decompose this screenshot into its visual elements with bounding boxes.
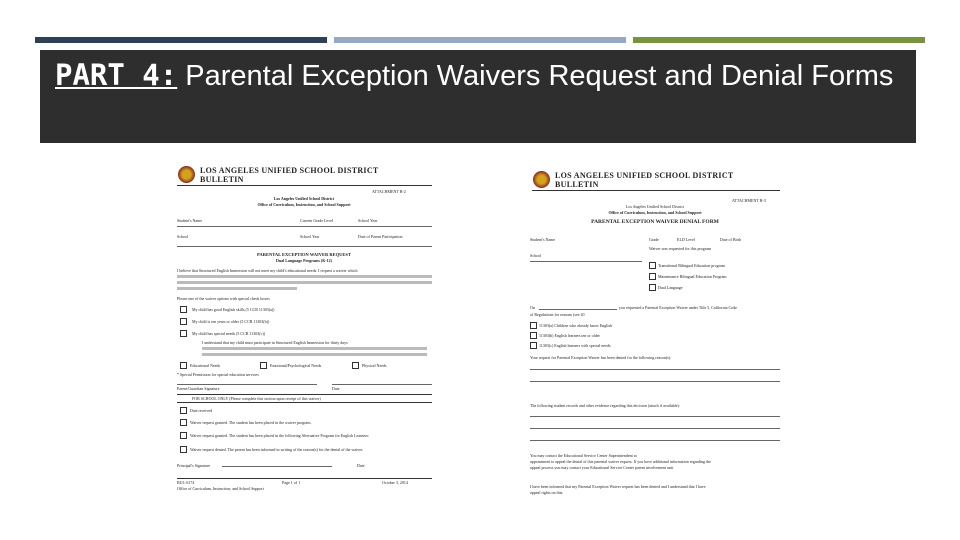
district-bulletin-header bbox=[200, 166, 379, 184]
program-transitional: Transitional Bilingual Education program bbox=[658, 263, 725, 268]
field-line bbox=[177, 226, 432, 227]
need-checkbox bbox=[180, 362, 187, 369]
field-school: School bbox=[530, 253, 542, 258]
field-student-name: Student's Name bbox=[177, 218, 203, 223]
acknowledgement-text: I have been informed that my Parental Exception Waiver request has been denied and I understand that I have bbox=[530, 484, 706, 489]
office-name: Office of Curriculum, Instruction, and School Support bbox=[257, 202, 351, 207]
slide-title bbox=[55, 58, 893, 94]
date-line bbox=[332, 384, 432, 385]
program-dual-language: Dual Language bbox=[658, 285, 683, 290]
attachment-label: ATTACHMENT B-2 bbox=[372, 189, 406, 194]
evidence-text: The following student records and other evidence regarding this decision (attach if available): bbox=[530, 403, 680, 408]
waiver-program-note: Waiver was requested for this program bbox=[649, 246, 711, 251]
field-participation-date: Date of Parent Participation bbox=[358, 234, 403, 239]
slide-title-rest: Parental Exception Waivers Request and Denial Forms bbox=[177, 60, 894, 92]
field-grade: Current Grade Level bbox=[300, 218, 334, 223]
option-special-needs: My child has special needs (5 CCR 11303(c)) bbox=[192, 331, 266, 336]
option-checkbox bbox=[180, 330, 187, 337]
attachment-label: ATTACHMENT B-3 bbox=[732, 198, 766, 203]
option-ten-or-older: My child is ten years or older (5 CCR 11303(b)) bbox=[192, 319, 270, 324]
response-denied: Waiver request denied. The parent has been informed in writing of the reason(s) for the denial of the waiver. bbox=[190, 447, 364, 452]
principal-line bbox=[222, 466, 332, 467]
header-rule bbox=[177, 185, 432, 186]
signature-line bbox=[177, 384, 317, 385]
regulations-text: of Regulations for reasons (see 20 bbox=[530, 312, 585, 317]
need-emotional: Emotional/Psychological Needs bbox=[270, 363, 322, 368]
response-checkbox bbox=[180, 432, 187, 439]
footer-rule bbox=[177, 478, 432, 479]
org-line2: BULLETIN bbox=[200, 175, 244, 184]
district-seal-icon bbox=[178, 166, 195, 183]
form-title: PARENTAL EXCEPTION WAIVER DENIAL FORM bbox=[591, 219, 719, 225]
text-line bbox=[202, 347, 427, 350]
org-line2: BULLETIN bbox=[555, 180, 599, 189]
option-good-english: My child has good English skills (5 CCR 11303(a)) bbox=[192, 307, 275, 312]
parent-signature-label: Parent/Guardian Signature bbox=[177, 386, 220, 391]
field-dob: Date of Birth bbox=[720, 237, 742, 242]
reason-checkbox bbox=[530, 342, 537, 349]
special-permission-note: * Special Permission for special education services bbox=[177, 372, 259, 377]
contact-text-1: You may contact the Educational Service Center Superintendent at bbox=[530, 453, 637, 458]
footer-page: Page 1 of 1 bbox=[282, 480, 301, 485]
field-line bbox=[530, 261, 642, 262]
date-line bbox=[539, 309, 617, 310]
header-rule bbox=[532, 190, 780, 191]
org-line1: LOS ANGELES UNIFIED SCHOOL DISTRICT bbox=[555, 171, 734, 180]
contact-text-2: appointment to appeal the denial of this parental waiver request. If you have additional information regarding the bbox=[530, 459, 711, 464]
district-name: Los Angeles Unified School District bbox=[273, 196, 335, 201]
office-name: Office of Curriculum, Instruction, and School Support bbox=[608, 210, 702, 215]
principal-signature-label: Principal's Signature bbox=[177, 463, 211, 468]
parent-date-label: Date bbox=[332, 386, 340, 391]
field-grade: Grade bbox=[649, 237, 659, 242]
footer-bulletin-number: BUL-6174 bbox=[177, 480, 195, 485]
evidence-line bbox=[530, 416, 780, 417]
response-granted: Waiver request granted. The student has been placed in the waiver program. bbox=[190, 420, 312, 425]
acknowledgement-text-2: appeal rights on this. bbox=[530, 490, 564, 495]
text-line bbox=[177, 287, 297, 290]
evidence-line bbox=[530, 428, 780, 429]
org-line1: LOS ANGELES UNIFIED SCHOOL DISTRICT bbox=[200, 166, 379, 175]
response-alternative: Waiver request granted. The student has been placed in the following Alternative Program for English Learners: bbox=[190, 433, 370, 438]
reason-ten-or-older: 11303(b) English learners ten or older bbox=[539, 333, 600, 338]
field-eld-level: ELD Level bbox=[677, 237, 695, 242]
text-line bbox=[202, 353, 427, 356]
reason-checkbox bbox=[530, 332, 537, 339]
reason-special-needs: 11303(c) English learners with special needs bbox=[539, 343, 611, 348]
evidence-line bbox=[530, 440, 780, 441]
denied-reasons-text: Your request for Parental Exception Waiver has been denied for the following reason(s): bbox=[530, 355, 672, 360]
field-school-year-2: School Year bbox=[300, 234, 320, 239]
response-checkbox bbox=[180, 419, 187, 426]
special-needs-detail: I understand that my child must participate in Structured English Immersion for thirty days bbox=[202, 340, 348, 345]
field-line bbox=[177, 246, 432, 247]
form-title: PARENTAL EXCEPTION WAIVER REQUEST bbox=[257, 252, 351, 257]
option-checkbox bbox=[180, 306, 187, 313]
district-name: Los Angeles Unified School District bbox=[625, 204, 685, 209]
accent-bar-navy bbox=[35, 37, 327, 43]
field-student-name: Student's Name bbox=[530, 237, 556, 242]
program-checkbox bbox=[649, 262, 656, 269]
need-educational: Educational Needs bbox=[190, 363, 221, 368]
reason-checkbox bbox=[530, 322, 537, 329]
option-checkbox bbox=[180, 318, 187, 325]
title-banner bbox=[40, 50, 916, 143]
district-seal-icon bbox=[533, 171, 550, 188]
text-line bbox=[177, 275, 432, 278]
district-bulletin-header bbox=[555, 171, 734, 189]
contact-text-3: appeal process you may contact your Educational Service Center parent involvement unit bbox=[530, 465, 674, 470]
intro-text: I believe that Structured English Immersion will not meet my child's educational needs. I request a waiver which bbox=[177, 268, 358, 273]
program-maintenance: Maintenance Bilingual Education Program bbox=[658, 274, 727, 279]
reason-line bbox=[530, 369, 780, 370]
accent-bar-green bbox=[633, 37, 925, 43]
waiver-denial-form-image bbox=[527, 165, 783, 495]
program-checkbox bbox=[649, 284, 656, 291]
reason-line bbox=[530, 381, 780, 382]
footer-office: Office of Curriculum, Instruction, and School Support bbox=[177, 486, 264, 491]
need-physical: Physical Needs bbox=[362, 363, 387, 368]
accent-bar-steel bbox=[334, 37, 626, 43]
principal-date-label: Date bbox=[357, 463, 365, 468]
field-school: School bbox=[177, 234, 189, 239]
instruction-text: Please one of the waiver options with special check boxes bbox=[177, 296, 270, 301]
need-checkbox bbox=[260, 362, 267, 369]
received-checkbox bbox=[180, 407, 187, 414]
reason-knows-english: 11303(a) Children who already know English bbox=[539, 323, 613, 328]
form-subtitle: Dual Language Programs (K-12) bbox=[275, 258, 333, 263]
date-received-label: Date received bbox=[190, 408, 213, 413]
slide-title-part: PART 4: bbox=[55, 58, 178, 92]
text-line bbox=[177, 281, 432, 284]
requested-text: you requested a Parental Exception Waiver under Title 5, California Code bbox=[619, 305, 737, 310]
waiver-request-form-image bbox=[172, 160, 436, 496]
field-school-year: School Year bbox=[358, 218, 378, 223]
program-checkbox bbox=[649, 273, 656, 280]
response-checkbox bbox=[180, 446, 187, 453]
section-rule bbox=[177, 402, 432, 403]
footer-date: October 3, 2014 bbox=[382, 480, 408, 485]
need-checkbox bbox=[352, 362, 359, 369]
on-date-label: On bbox=[530, 305, 535, 310]
section-rule bbox=[177, 394, 432, 395]
office-use-heading: FOR SCHOOL ONLY (Please complete this section upon receipt of this waiver) bbox=[192, 396, 321, 401]
